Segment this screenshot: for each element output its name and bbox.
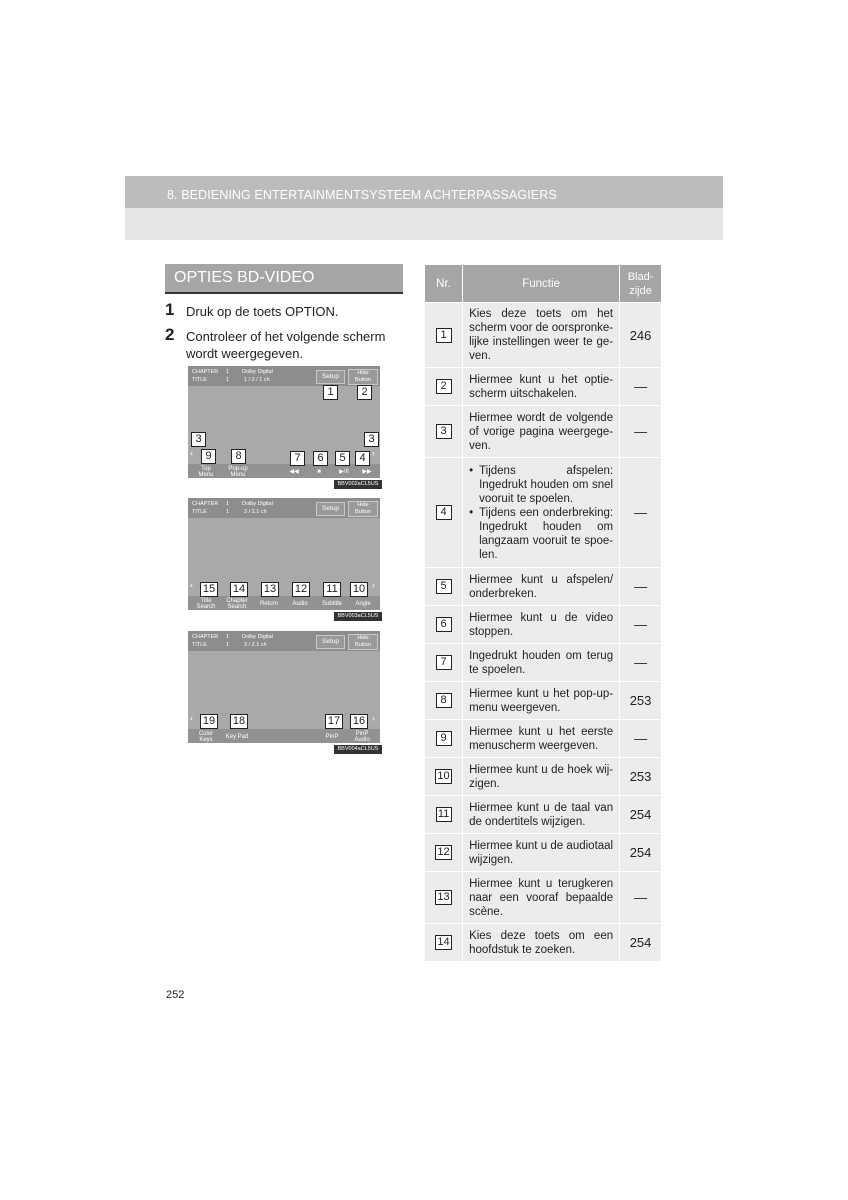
number-box: 6 <box>436 617 452 632</box>
chapter-search-button[interactable]: Chapter Search <box>226 598 248 610</box>
callout-17: 17 <box>325 714 343 729</box>
chapter-header-title: 8. BEDIENING ENTERTAINMENTSYSTEEM ACHTERPASSAGIERS <box>167 188 557 202</box>
chevron-left-icon[interactable]: ‹ <box>190 713 193 723</box>
function-cell: Hiermee kunt u de video stoppen. <box>463 606 620 644</box>
page-ref-cell: 253 <box>620 758 662 796</box>
page-ref-cell: — <box>620 458 662 568</box>
page-ref-cell: — <box>620 568 662 606</box>
number-box: 5 <box>436 579 452 594</box>
function-table <box>424 264 662 962</box>
figure-code: BBV002aCL5US <box>334 480 382 489</box>
row-number-cell <box>425 644 463 682</box>
step-number: 1 <box>165 300 175 319</box>
table-row <box>425 872 662 924</box>
chevron-left-icon[interactable]: ‹ <box>190 580 193 590</box>
function-cell: Hiermee kunt u de audiotaal wijzigen. <box>463 834 620 872</box>
pinp-audio-button[interactable]: PinP Audio <box>354 731 370 743</box>
number-box: 14 <box>437 936 450 948</box>
page-ref-cell: 254 <box>620 924 662 962</box>
page-ref-cell: — <box>620 720 662 758</box>
col-bladzijde: Blad-zijde <box>620 265 662 303</box>
table-row <box>425 758 662 796</box>
function-cell: Hiermee kunt u het optie-scherm uitschakelen. <box>463 368 620 406</box>
number-box: 10 <box>437 770 450 782</box>
table-header-row <box>425 265 662 303</box>
title-search-button[interactable]: Title Search <box>196 598 216 610</box>
fast-forward-button[interactable]: ▶▶ <box>362 469 372 475</box>
row-number-cell <box>425 720 463 758</box>
top-menu-button[interactable]: Top Menu <box>198 466 214 478</box>
chevron-right-icon[interactable]: › <box>372 448 375 458</box>
hide-button[interactable]: Hide Button <box>348 501 378 517</box>
step-text: Druk op de toets OPTION. <box>186 304 339 319</box>
figure-code: BBV003aCL5US <box>334 612 382 621</box>
page-number: 252 <box>166 989 185 1001</box>
table-row <box>425 924 662 962</box>
chevron-left-icon[interactable]: ‹ <box>190 448 193 458</box>
table-row <box>425 406 662 458</box>
callout-6: 6 <box>313 451 328 466</box>
callout-4: 4 <box>355 451 370 466</box>
popup-menu-button[interactable]: Pop-up Menu <box>228 466 248 478</box>
step-number: 2 <box>165 325 175 344</box>
step-1 <box>165 300 405 323</box>
function-cell: Hiermee kunt u terugkeren naar een vooraf bepaalde scène. <box>463 872 620 924</box>
callout-3-right: 3 <box>364 432 379 447</box>
function-cell: Kies deze toets om een hoofdstuk te zoeken. <box>463 924 620 962</box>
chevron-right-icon[interactable]: › <box>372 713 375 723</box>
figure-code: BBV004aCL5US <box>334 745 382 754</box>
callout-16: 16 <box>350 714 368 729</box>
page-ref-cell: — <box>620 406 662 458</box>
screenshot-option-screen-3: CHAPTER 1 TITLE 1 Dolby Digital 3 / 2.1 ch Setup Hide Button ‹ › Color Keys Key Pad PinP PinP Audio <box>188 631 380 743</box>
section-title: OPTIES BD-VIDEO <box>174 269 315 286</box>
table-row <box>425 303 662 368</box>
row-number-cell <box>425 834 463 872</box>
subtitle-button[interactable]: Subtitle <box>321 601 342 607</box>
table-row <box>425 568 662 606</box>
row-number-cell <box>425 924 463 962</box>
row-number-cell <box>425 682 463 720</box>
callout-15: 15 <box>200 582 218 597</box>
screenshot-option-screen-1: CHAPTER 1 TITLE 1 Dolby Digital 1 / 2 / 1 ch Setup Hide Button ‹ › Top Menu Pop-up Menu ◀◀ ■ ▶/II ▶▶ <box>188 366 380 478</box>
function-cell: Hiermee kunt u het eerste menuscherm weergeven. <box>463 720 620 758</box>
table-row <box>425 606 662 644</box>
function-cell: Hiermee kunt u de hoek wij-zigen. <box>463 758 620 796</box>
row-number-cell <box>425 368 463 406</box>
setup-button[interactable]: Setup <box>316 635 345 649</box>
audio-button[interactable]: Audio <box>292 601 308 607</box>
number-box: 9 <box>436 731 452 746</box>
callout-13: 13 <box>261 582 279 597</box>
page-ref-cell: 253 <box>620 682 662 720</box>
color-keys-button[interactable]: Color Keys <box>198 731 214 743</box>
page-ref-cell: — <box>620 606 662 644</box>
screenshot-option-screen-2: CHAPTER 1 TITLE 1 Dolby Digital 3 / 2.1 ch Setup Hide Button ‹ › Title Search Chapter Search Return Audio Subtitle Angle <box>188 498 380 610</box>
chapter-header <box>125 176 723 240</box>
setup-button[interactable]: Setup <box>316 370 345 384</box>
setup-button[interactable]: Setup <box>316 502 345 516</box>
pinp-button[interactable]: PinP <box>325 734 339 740</box>
callout-14: 14 <box>230 582 248 597</box>
stop-button[interactable]: ■ <box>317 469 321 475</box>
chapter-header-band <box>125 176 723 208</box>
function-cell: Hiermee kunt u het pop-up-menu weergeven. <box>463 682 620 720</box>
number-box: 2 <box>436 379 452 394</box>
callout-7: 7 <box>290 451 305 466</box>
page-ref-cell: 254 <box>620 796 662 834</box>
table-row <box>425 720 662 758</box>
section-title-bar <box>165 264 403 292</box>
function-cell: Hiermee wordt de volgende of vorige pagina weergege-ven. <box>463 406 620 458</box>
angle-button[interactable]: Angle <box>355 601 371 607</box>
return-button[interactable]: Return <box>259 601 278 607</box>
page-ref-cell: — <box>620 644 662 682</box>
function-cell: Hiermee kunt u de taal van de ondertitels wijzigen. <box>463 796 620 834</box>
row-number-cell <box>425 796 463 834</box>
play-pause-button[interactable]: ▶/II <box>339 469 349 475</box>
function-cell: Ingedrukt houden om terug te spoelen. <box>463 644 620 682</box>
rewind-button[interactable]: ◀◀ <box>289 469 299 475</box>
bullet-list <box>469 464 613 562</box>
callout-2: 2 <box>357 385 372 400</box>
bullet-item: • Tijdens afspelen: Ingedrukt houden om snel vooruit te spoelen. <box>479 464 613 506</box>
number-box: 13 <box>437 891 450 903</box>
callout-9: 9 <box>201 449 216 464</box>
number-box: 3 <box>436 424 452 439</box>
callout-11: 11 <box>323 582 341 597</box>
callout-8: 8 <box>231 449 246 464</box>
row-number-cell <box>425 758 463 796</box>
function-cell <box>463 458 620 568</box>
hide-button[interactable]: Hide Button <box>348 634 378 650</box>
callout-12: 12 <box>292 582 310 597</box>
page-ref-cell: 254 <box>620 834 662 872</box>
callout-1: 1 <box>323 385 338 400</box>
number-box: 4 <box>436 505 452 520</box>
table-row <box>425 368 662 406</box>
hide-button[interactable]: Hide Button <box>348 369 378 385</box>
section-underline <box>165 292 403 294</box>
callout-10: 10 <box>350 582 368 597</box>
callout-3-left: 3 <box>191 432 206 447</box>
callout-18: 18 <box>230 714 248 729</box>
page-ref-cell: — <box>620 872 662 924</box>
number-box: 8 <box>436 693 452 708</box>
bullet-item: • Tijdens een onderbreking: Ingedrukt houden om langzaam vooruit te spoe-len. <box>479 506 613 562</box>
table-row <box>425 644 662 682</box>
step-text: Controleer of het volgende scherm wordt weergegeven. <box>186 329 386 361</box>
table-row <box>425 682 662 720</box>
option-key: OPTION <box>285 304 335 319</box>
row-number-cell <box>425 606 463 644</box>
key-pad-button[interactable]: Key Pad <box>225 734 249 740</box>
table-row <box>425 796 662 834</box>
page-ref-cell: 246 <box>620 303 662 368</box>
col-functie: Functie <box>463 265 620 303</box>
function-cell: Kies deze toets om het scherm voor de oorspronke-lijke instellingen weer te ge-ven. <box>463 303 620 368</box>
table-body <box>425 303 662 962</box>
row-number-cell <box>425 303 463 368</box>
callout-5: 5 <box>335 451 350 466</box>
number-box: 12 <box>437 846 450 858</box>
col-nr: Nr. <box>425 265 463 303</box>
number-box: 11 <box>436 807 452 822</box>
page-ref-cell: — <box>620 368 662 406</box>
chevron-right-icon[interactable]: › <box>372 580 375 590</box>
row-number-cell <box>425 458 463 568</box>
row-number-cell <box>425 872 463 924</box>
callout-19: 19 <box>200 714 218 729</box>
function-cell: Hiermee kunt u afspelen/ onderbreken. <box>463 568 620 606</box>
row-number-cell <box>425 406 463 458</box>
step-2 <box>165 325 405 364</box>
number-box: 1 <box>436 328 452 343</box>
table-row <box>425 458 662 568</box>
number-box: 7 <box>436 655 452 670</box>
table-row <box>425 834 662 872</box>
row-number-cell <box>425 568 463 606</box>
